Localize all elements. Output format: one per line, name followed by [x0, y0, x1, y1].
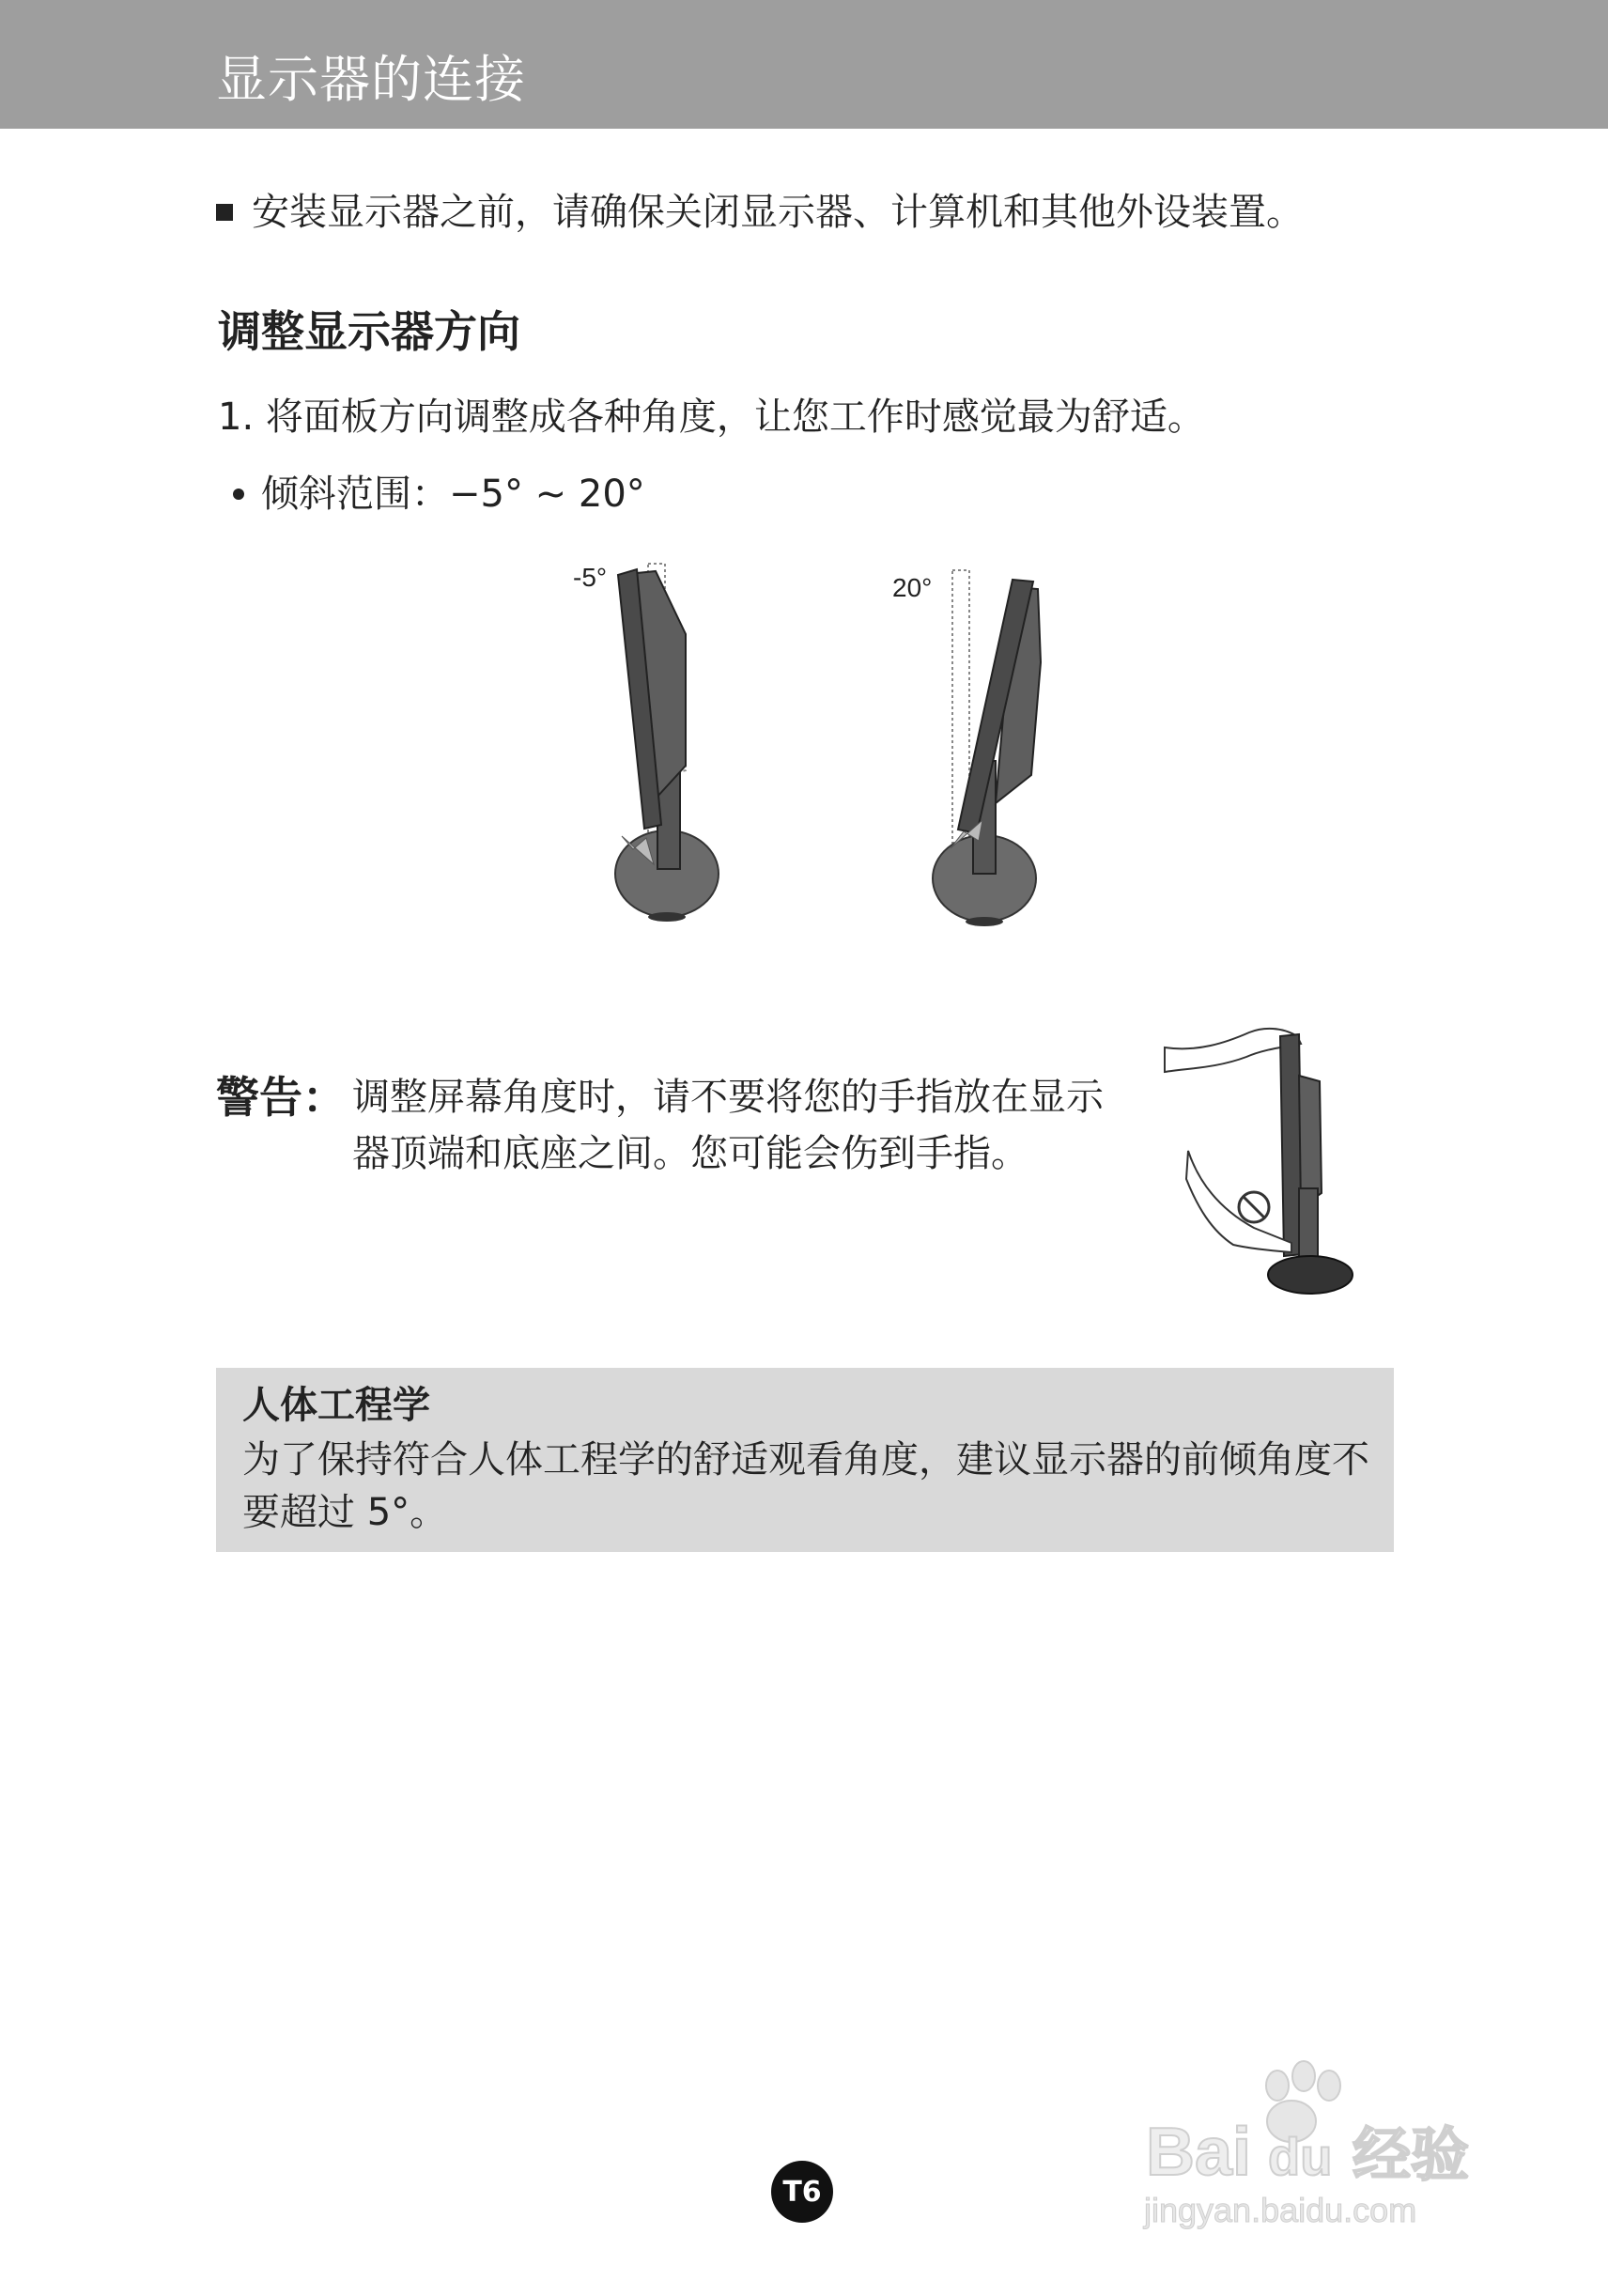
baidu-jingyan-watermark: [1136, 2048, 1531, 2236]
warning-label: 警告：: [216, 1072, 346, 1123]
page-title: 显示器的连接: [216, 50, 526, 109]
ergonomics-text: 为了保持符合人体工程学的舒适观看角度，建议显示器的前倾角度不要超过 5°。: [242, 1438, 1369, 1534]
ergonomics-title: 人体工程学: [242, 1384, 430, 1427]
finger-pinch-warning-illustration: [1160, 1019, 1376, 1301]
intro-text: 安装显示器之前，请确保关闭显示器、计算机和其他外设装置。: [252, 191, 1304, 234]
section-heading: 调整显示器方向: [218, 306, 520, 357]
tilt-range-text: 倾斜范围：−5° ~ 20°: [261, 473, 645, 516]
monitor-tilt-forward-diagram: [892, 559, 1080, 935]
tilt-back-label: -5°: [573, 563, 608, 592]
warning-text: 调整屏幕角度时，请不要将您的手指放在显示器顶端和底座之间。您可能会伤到手指。: [352, 1076, 1104, 1175]
intro-line: [216, 188, 1304, 237]
svg-text:jingyan.baidu.com: jingyan.baidu.com: [1144, 2191, 1417, 2229]
monitor-tilt-back-diagram: [564, 554, 751, 930]
step-1-text: 1. 将面板方向调整成各种角度，让您工作时感觉最为舒适。: [218, 396, 1205, 439]
bullet-dot-icon: [233, 489, 244, 500]
ergonomics-note: [216, 1368, 1394, 1552]
page-number-badge: T6: [771, 2161, 833, 2223]
square-bullet-icon: [216, 204, 233, 221]
tilt-forward-label: 20°: [892, 573, 933, 602]
tilt-range: [233, 470, 645, 519]
svg-text:经验: 经验: [1353, 2120, 1470, 2189]
svg-text:Bai: Bai: [1146, 2115, 1252, 2190]
svg-text:du: du: [1268, 2127, 1333, 2186]
header-bar: [0, 0, 1608, 129]
